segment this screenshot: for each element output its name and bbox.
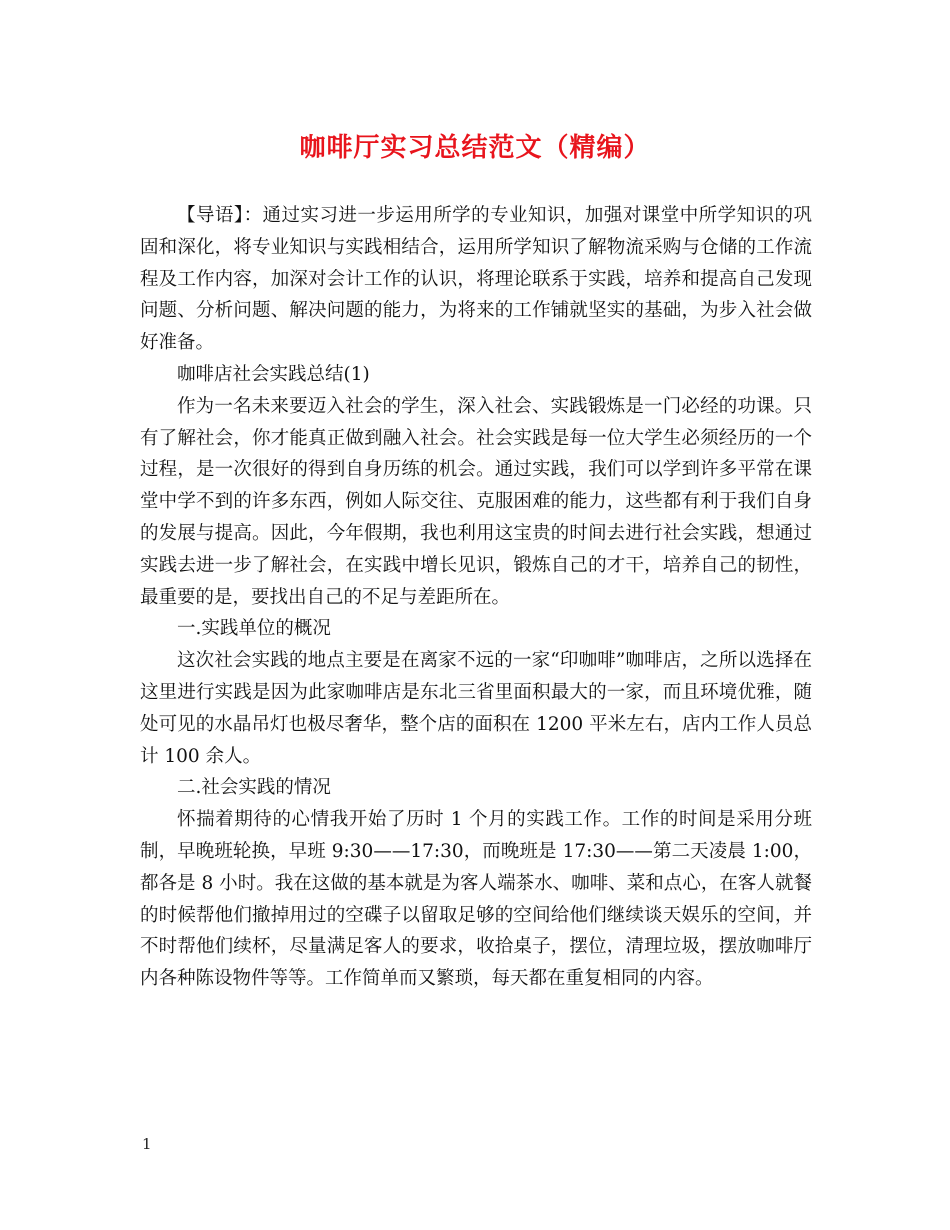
paragraph-work: 怀揣着期待的心情我开始了历时 1 个月的实践工作。工作的时间是采用分班制，早晚班轮换，早班 9:30——17:30，而晚班是 17:30——第二天凌晨 1:00，都各是 8 小时。我在这做的基本就是为客人端茶水、咖啡、菜和点心，在客人就餐的时候帮他们撤掉用过的空碟子以留取足够的空间给他们继续谈天娱乐的空间，并不时帮他们续杯，尽量满足客人的要求，收拾桌子，摆位，清理垃圾，摆放咖啡厅内各种陈设物件等等。工作简单而又繁琐，每天都在重复相同的内容。: [140, 809, 812, 990]
page-number: 1: [142, 1135, 152, 1153]
paragraph-practice: 作为一名未来要迈入社会的学生，深入社会、实践锻炼是一门必经的功课。只有了解社会，你才能真正做到融入社会。社会实践是每一位大学生必须经历的一个过程，是一次很好的得到自身历练的机会。通过实践，我们可以学到许多平常在课堂中学不到的许多东西，例如人际交往、克服困难的能力，这些都有利于我们自身的发展与提高。因此，今年假期，我也利用这宝贵的时间去进行社会实践，想通过实践去进一步了解社会，在实践中增长见识，锻炼自己的才干，培养自己的韧性，最重要的是，要找出自己的不足与差距所在。: [140, 395, 812, 608]
document-title: 咖啡厅实习总结范文（精编）: [299, 133, 651, 163]
document-body: [140, 200, 812, 995]
section-heading-situation: 二.社会实践的情况: [177, 777, 331, 799]
paragraph-intro: 【导语】：通过实习进一步运用所学的专业知识，加强对课堂中所学知识的巩固和深化，将专业知识与实践相结合，运用所学知识了解物流采购与仓储的工作流程及工作内容，加深对会计工作的认识，将理论联系于实践，培养和提高自己发现问题、分析问题、解决问题的能力，为将来的工作铺就坚实的基础，为步入社会做好准备。: [140, 205, 812, 354]
section-heading-overview: 一.实践单位的概况: [177, 618, 331, 640]
section-heading-summary: 咖啡店社会实践总结(1): [177, 363, 370, 385]
paragraph-location: 这次社会实践的地点主要是在离家不远的一家“印咖啡”咖啡店，之所以选择在这里进行实践是因为此家咖啡店是东北三省里面积最大的一家，而且环境优雅，随处可见的水晶吊灯也极尽奢华，整个店的面积在 1200 平米左右，店内工作人员总计 100 余人。: [140, 650, 812, 767]
